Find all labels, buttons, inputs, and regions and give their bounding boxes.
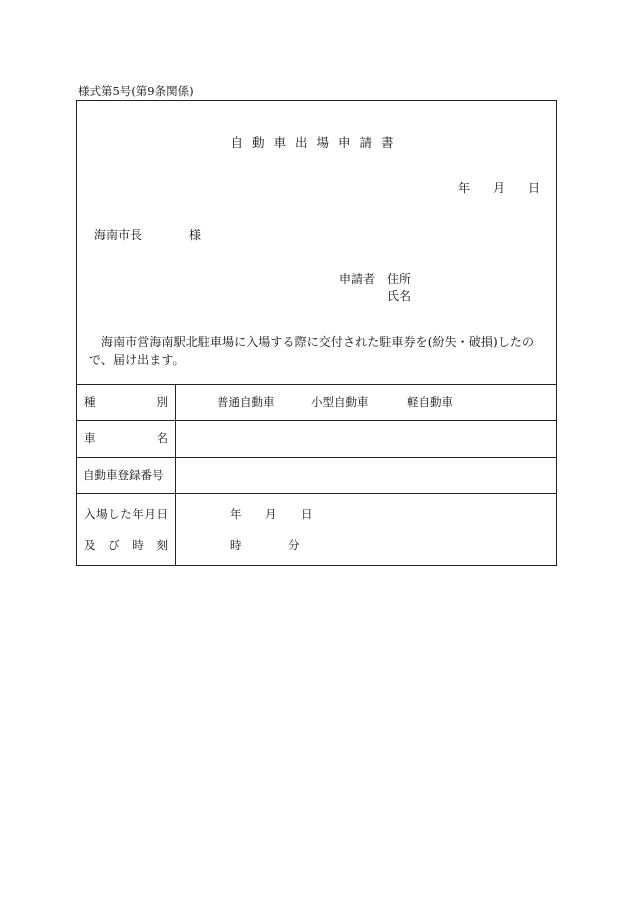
applicant-name-label: 氏名: [387, 289, 412, 303]
entry-month-label: 月: [265, 507, 277, 521]
entry-time-label: 及 び 時 刻: [84, 538, 168, 552]
application-form: [76, 100, 557, 566]
entry-minute-label: 分: [288, 538, 300, 552]
table-top-border: [77, 384, 556, 385]
document-title: 自動車出場申請書: [230, 135, 403, 150]
vehicle-type-label: 種 別: [84, 395, 168, 409]
table-row-divider: [77, 493, 556, 494]
entry-hour-label: 時: [230, 538, 242, 552]
registration-number-field[interactable]: [176, 458, 556, 492]
declaration-text: 海南市営海南駅北駐車場に入場する際に交付された駐車券を(紛失・破損)したので、届け出ます。: [89, 335, 535, 367]
addressee-name: 海南市長: [94, 228, 143, 242]
applicant-label: 申請者: [339, 272, 376, 286]
entry-day-label: 日: [301, 507, 313, 521]
vehicle-type-option-kei[interactable]: 軽自動車: [407, 395, 453, 409]
vehicle-type-option-standard[interactable]: 普通自動車: [217, 395, 275, 409]
date-day-label: 日: [528, 181, 541, 195]
vehicle-type-option-compact[interactable]: 小型自動車: [311, 395, 369, 409]
date-year-label: 年: [458, 181, 471, 195]
date-month-label: 月: [493, 181, 506, 195]
vehicle-name-label: 車 名: [84, 431, 168, 445]
registration-number-label: 自動車登録番号: [83, 468, 164, 482]
entry-year-label: 年: [230, 507, 242, 521]
addressee-honorific: 様: [189, 228, 202, 242]
entry-date-label: 入 場 し た 年 月 日: [84, 507, 168, 521]
applicant-address-label: 住所: [387, 272, 412, 286]
vehicle-name-field[interactable]: [176, 421, 556, 456]
form-number-label: 様式第5号(第9条関係): [78, 84, 194, 98]
